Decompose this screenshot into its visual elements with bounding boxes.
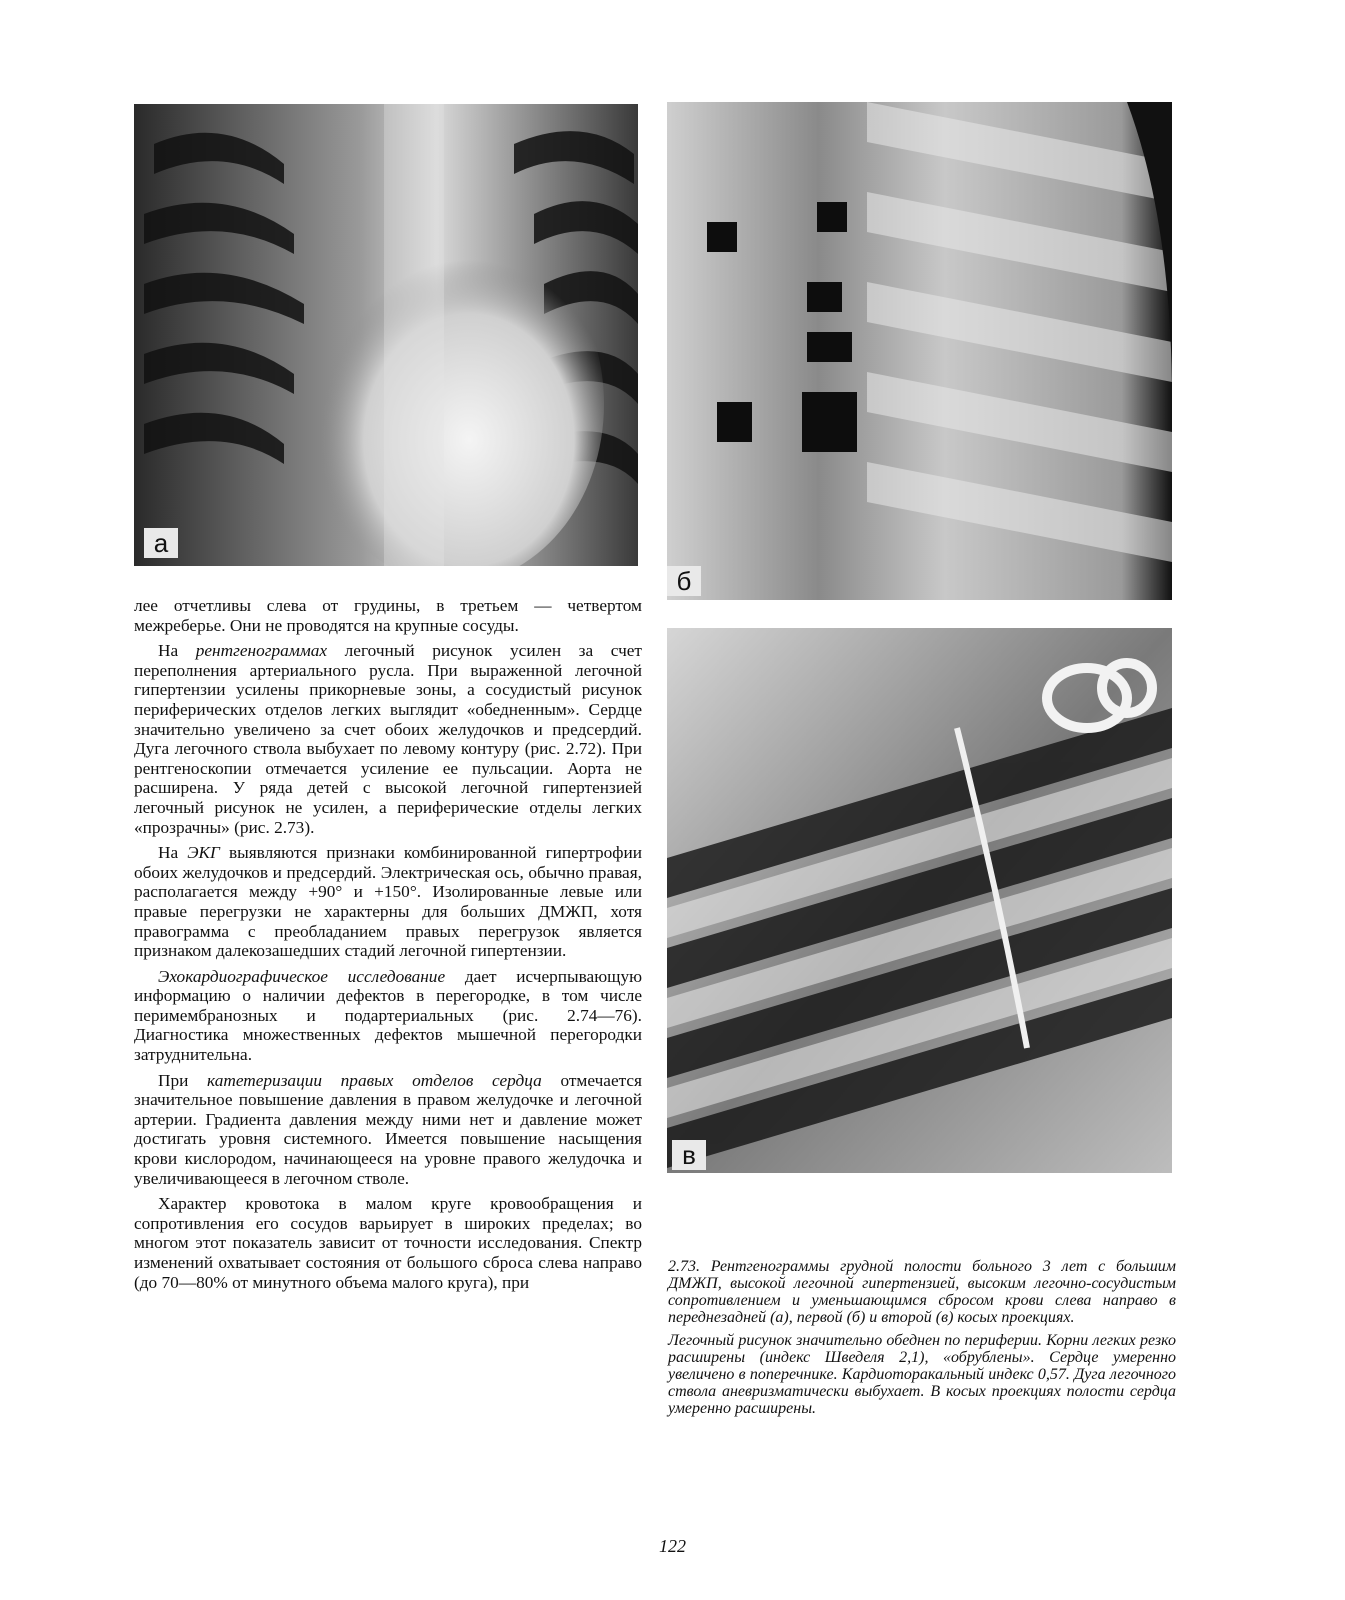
paragraph-2: На рентгенограммах легочный рисунок усилен за счет переполнения артериального русла. При выраженной легочной гипертензии усилены прикорневые зоны, а сосудистый рисунок периферических отделов легких выглядит «обедненным». Сердце значительно увеличено за счет обоих желудочков и предсердий. Дуга легочного ствола выбухает по левому контуру (рис. 2.72). При рентгеноскопии отмечается усиление ее пульсации. Аорта не расширена. У ряда детей с высокой легочной гипертензией легочный рисунок не усилен, а периферические отделы легких «прозрачны» (рис. 2.73). <box>134 641 642 837</box>
figure-caption <box>668 1258 1176 1423</box>
caption-title: 2.73. Рентгенограммы грудной полости больного 3 лет с большим ДМЖП, высокой легочной гипертензией, высоким легочно-сосудистым сопротивлением и уменьшающимся сбросом крови слева направо в переднезадней (а), первой (б) и второй (в) косых проекциях. <box>668 1258 1176 1326</box>
page-number: 122 <box>659 1536 686 1556</box>
xray-figure-a <box>134 104 638 566</box>
xray-figure-b <box>667 102 1172 600</box>
xray-figure-v <box>667 628 1172 1173</box>
figure-letter-v: в <box>672 1140 706 1170</box>
body-text-column <box>134 596 642 1298</box>
paragraph-1: лее отчетливы слева от грудины, в третьем — четвертом межреберье. Они не проводятся на крупные сосуды. <box>134 596 642 635</box>
figure-letter-b: б <box>667 566 701 596</box>
paragraph-3: На ЭКГ выявляются признаки комбинированной гипертрофии обоих желудочков и предсердий. Электрическая ось, обычно правая, располагается между +90° и +150°. Изолированные левые или правые перегрузки не характерны для больших ДМЖП, хотя правограмма с преобладанием правых перегрузок является признаком далекозашедших стадий легочной гипертензии. <box>134 843 642 961</box>
term-roentgenograms: рентгенограммах <box>195 641 328 661</box>
xray-image-b <box>667 102 1172 600</box>
paragraph-5: При катетеризации правых отделов сердца отмечается значительное повышение давления в правом желудочке и легочной артерии. Градиента давления между ними нет и давление может достигать уровня системного. Имеется повышение насыщения крови кислородом, начинающееся на уровне правого желудочка и увеличивающееся в легочном стволе. <box>134 1070 643 1188</box>
term-catheterization: катетеризации правых отделов сердца <box>207 1070 542 1090</box>
xray-image-v <box>667 628 1172 1173</box>
figure-letter-a: а <box>144 528 178 558</box>
paragraph-6: Характер кровотока в малом круге кровообращения и сопротивления его сосудов варьирует в широких пределах; во многом этот показатель зависит от точности исследования. Спектр изменений охватывает состояния от большого сброса слева направо (до 70—80% от минутного объема малого круга), при <box>134 1194 642 1292</box>
term-ecg: ЭКГ <box>187 843 220 863</box>
xray-image-a <box>134 104 638 566</box>
term-echocardiography: Эхокардиографическое исследование <box>158 966 446 986</box>
caption-description: Легочный рисунок значительно обеднен по периферии. Корни легких резко расширены (индекс Шведеля 2,1), «обрублены». Сердце умеренно увеличено в поперечнике. Кардиоторакальный индекс 0,57. Дуга легочного ствола аневризматически выбухает. В косых проекциях полости сердца умеренно расширены. <box>668 1332 1176 1417</box>
paragraph-4: Эхокардиографическое исследование дает исчерпывающую информацию о наличии дефектов в перегородке, в том числе перимембранозных и подартериальных (рис. 2.74—76). Диагностика множественных дефектов мышечной перегородки затруднительна. <box>134 966 642 1065</box>
